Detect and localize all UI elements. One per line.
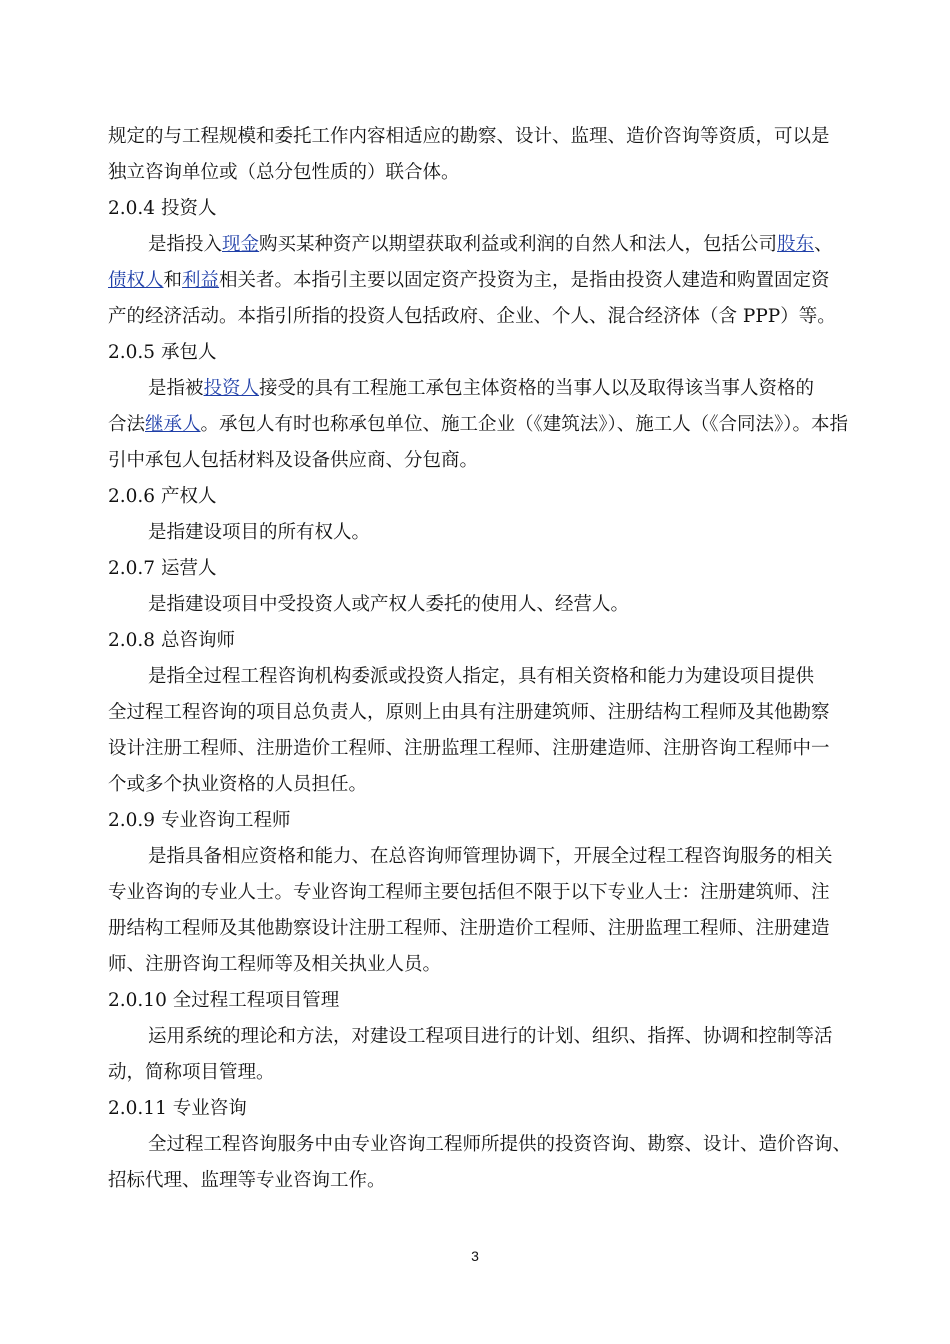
section-heading-2-0-11: [108, 1097, 247, 1121]
text-span: 和: [163, 270, 183, 291]
text-span: 产的经济活动。本指引所指的投资人包括政府、企业、个人、混合经济体（含 PPP）等。: [108, 306, 836, 327]
heading-text: 2.0.4 投资人: [108, 198, 217, 219]
heading-text: 2.0.11 专业咨询: [108, 1098, 247, 1119]
text-span: 规定的与工程规模和委托工作内容相适应的勘察、设计、监理、造价咨询等资质，可以是: [108, 126, 830, 147]
body-text-line: [108, 125, 830, 149]
text-span: 是指投入: [148, 234, 223, 255]
text-span: 引中承包人包括材料及设备供应商、分包商。: [108, 450, 479, 471]
heading-text: 2.0.5 承包人: [108, 342, 217, 363]
text-span: 个或多个执业资格的人员担任。: [108, 774, 368, 795]
link-interest[interactable]: 利益: [182, 270, 220, 291]
body-text-line: [108, 449, 478, 473]
section-heading-2-0-5: [108, 341, 216, 365]
link-shareholder[interactable]: 股东: [777, 234, 815, 255]
heading-text: 2.0.10 全过程工程项目管理: [108, 990, 340, 1011]
text-span: 、: [814, 234, 833, 255]
text-span: 购买某种资产以期望获取利益或利润的自然人和法人，包括公司: [259, 234, 778, 255]
body-text-line: [108, 269, 830, 293]
link-creditor[interactable]: 债权人: [108, 270, 164, 291]
heading-text: 2.0.8 总咨询师: [108, 630, 235, 651]
body-text-line: [148, 665, 814, 689]
body-text-line: [108, 1169, 386, 1193]
body-text-line: [108, 413, 848, 437]
body-text-line: [148, 233, 833, 257]
section-heading-2-0-4: [108, 197, 216, 221]
body-text-line: [148, 1025, 833, 1049]
text-span: 师、注册咨询工程师等及相关执业人员。: [108, 954, 442, 975]
text-span: 全过程工程咨询的项目总负责人，原则上由具有注册建筑师、注册结构工程师及其他勘察: [108, 702, 830, 723]
link-cash[interactable]: 现金: [222, 234, 260, 255]
body-text-line: [108, 953, 441, 977]
body-text-line: [108, 1061, 275, 1085]
body-text-line: [108, 773, 367, 797]
heading-text: 2.0.9 专业咨询工程师: [108, 810, 291, 831]
text-span: 是指建设项目的所有权人。: [148, 522, 371, 543]
section-heading-2-0-10: [108, 989, 339, 1013]
section-heading-2-0-8: [108, 629, 235, 653]
body-text-line: [148, 377, 814, 401]
text-span: 是指被: [148, 378, 204, 399]
section-heading-2-0-6: [108, 485, 216, 509]
heading-text: 2.0.7 运营人: [108, 558, 217, 579]
body-text-line: [148, 1133, 851, 1157]
text-span: 是指具备相应资格和能力、在总咨询师管理协调下，开展全过程工程咨询服务的相关: [148, 846, 833, 867]
page-number: 3: [471, 1248, 479, 1264]
text-span: 独立咨询单位或（总分包性质的）联合体。: [108, 162, 460, 183]
link-successor[interactable]: 继承人: [145, 414, 201, 435]
body-text-line: [148, 845, 833, 869]
body-text-line: [108, 305, 836, 329]
body-text-line: [108, 881, 830, 905]
text-span: 是指建设项目中受投资人或产权人委托的使用人、经营人。: [148, 594, 630, 615]
text-span: 册结构工程师及其他勘察设计注册工程师、注册造价工程师、注册监理工程师、注册建造: [108, 918, 830, 939]
section-heading-2-0-9: [108, 809, 290, 833]
body-text-line: [148, 593, 629, 617]
text-span: 是指全过程工程咨询机构委派或投资人指定，具有相关资格和能力为建设项目提供: [148, 666, 815, 687]
body-text-line: [108, 161, 460, 185]
text-span: 动，简称项目管理。: [108, 1062, 275, 1083]
link-investor[interactable]: 投资人: [203, 378, 260, 399]
text-span: 设计注册工程师、注册造价工程师、注册监理工程师、注册建造师、注册咨询工程师中一: [108, 738, 830, 759]
text-span: 运用系统的理论和方法，对建设工程项目进行的计划、组织、指挥、协调和控制等活: [148, 1026, 833, 1047]
text-span: 接受的具有工程施工承包主体资格的当事人以及取得该当事人资格的: [259, 378, 815, 399]
body-text-line: [148, 521, 370, 545]
text-span: 合法: [108, 414, 146, 435]
text-span: 相关者。本指引主要以固定资产投资为主，是指由投资人建造和购置固定资: [219, 270, 830, 291]
body-text-line: [108, 701, 830, 725]
heading-text: 2.0.6 产权人: [108, 486, 217, 507]
body-text-line: [108, 737, 830, 761]
text-span: 全过程工程咨询服务中由专业咨询工程师所提供的投资咨询、勘察、设计、造价咨询、: [148, 1134, 852, 1155]
text-span: 。承包人有时也称承包单位、施工企业（《建筑法》）、施工人（《合同法》）。本指: [200, 414, 849, 435]
section-heading-2-0-7: [108, 557, 216, 581]
text-span: 专业咨询的专业人士。专业咨询工程师主要包括但不限于以下专业人士：注册建筑师、注: [108, 882, 830, 903]
body-text-line: [108, 917, 830, 941]
text-span: 招标代理、监理等专业咨询工作。: [108, 1170, 386, 1191]
